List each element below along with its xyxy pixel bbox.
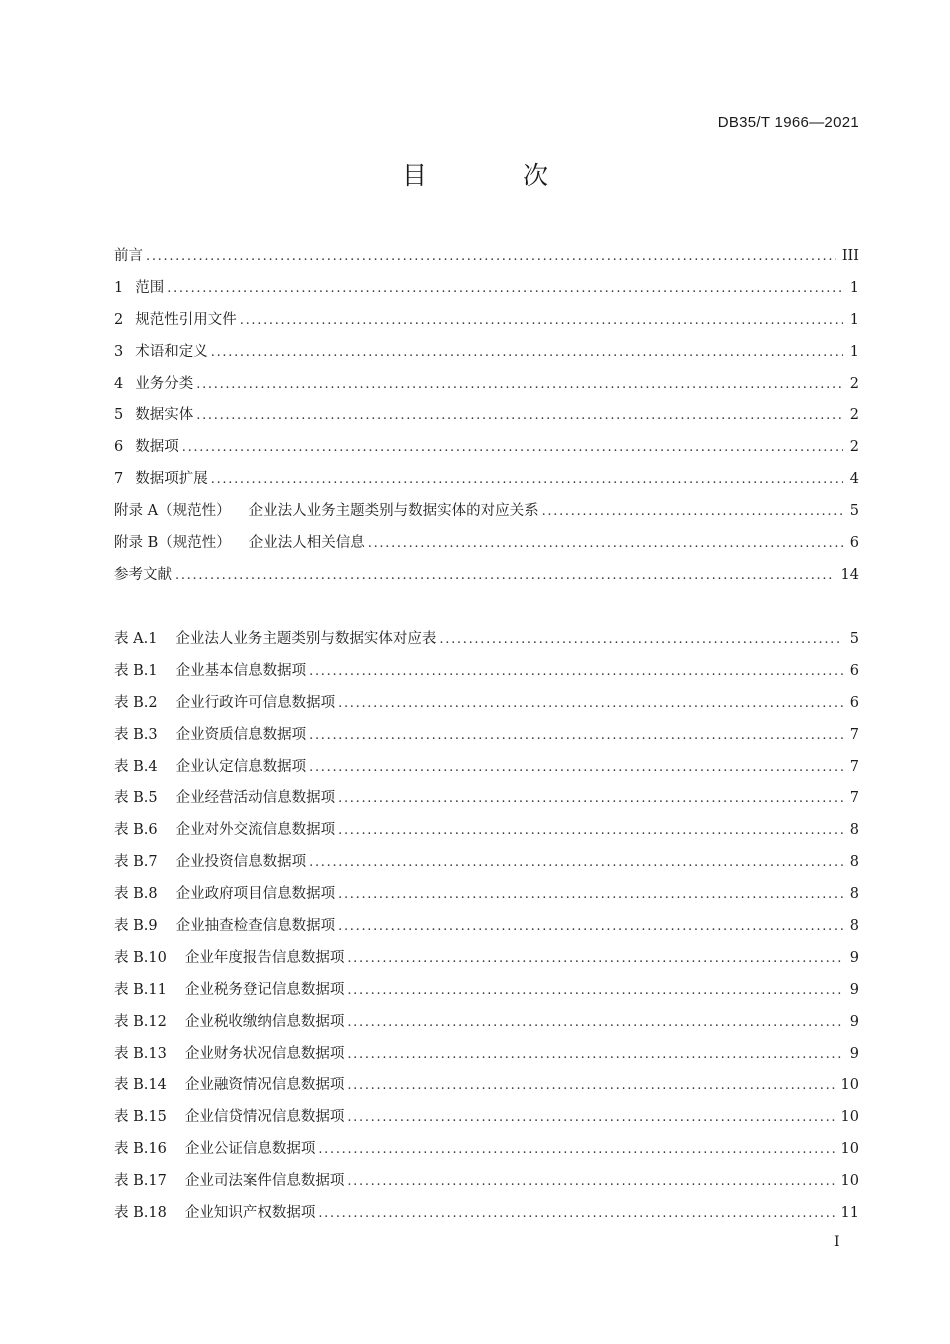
toc-entry-number: 表 B.1: [114, 662, 158, 679]
toc-table-entry[interactable]: [114, 1198, 859, 1230]
toc-entry-number: 5: [114, 407, 124, 424]
dot-leader: [146, 241, 836, 273]
dot-leader: [309, 847, 843, 879]
toc-entry-label: 企业抽查检查信息数据项: [175, 918, 336, 935]
toc-entry[interactable]: [114, 528, 859, 560]
toc-entry-page: 11: [840, 1205, 859, 1222]
toc-entry-number: 表 B.17: [114, 1173, 167, 1190]
dot-leader: [347, 1007, 843, 1039]
toc-entry-label: 数据项扩展: [135, 471, 208, 488]
toc-main-list: [114, 241, 859, 592]
toc-entry-number: 表 B.9: [114, 918, 158, 935]
toc-entry-page: 14: [840, 566, 859, 583]
toc-entry-number: 1: [114, 279, 124, 296]
dot-leader: [318, 1134, 834, 1166]
toc-entry-page: III: [841, 248, 859, 264]
dot-leader: [309, 752, 843, 784]
toc-entry-number: 表 B.14: [114, 1077, 167, 1094]
toc-table-entry[interactable]: [114, 1039, 859, 1071]
toc-entry-number: 附录 A（规范性）: [114, 503, 231, 520]
toc-tables-list: [114, 624, 859, 1230]
toc-entry-page: 9: [849, 1045, 859, 1062]
toc-table-entry[interactable]: [114, 624, 859, 656]
toc-entry-label: 数据项: [135, 439, 179, 456]
toc-entry[interactable]: [114, 464, 859, 496]
toc-entry-label: 企业税务登记信息数据项: [184, 981, 345, 998]
toc-table-entry[interactable]: [114, 1166, 859, 1198]
standard-code: DB35/T 1966—2021: [717, 114, 859, 131]
dot-leader: [196, 400, 843, 432]
dot-leader: [439, 624, 843, 656]
toc-entry-number: 表 B.8: [114, 886, 158, 903]
toc-entry-label: 企业认定信息数据项: [175, 758, 307, 775]
toc-table-entry[interactable]: [114, 752, 859, 784]
toc-entry-label: 数据实体: [135, 407, 194, 424]
toc-entry-page: 4: [849, 471, 859, 488]
toc-entry-page: 1: [849, 311, 859, 328]
toc-entry-label: 企业公证信息数据项: [184, 1141, 316, 1158]
toc-entry-label: 企业资质信息数据项: [175, 726, 307, 743]
toc-entry-label: 企业税收缴纳信息数据项: [184, 1013, 345, 1030]
dot-leader: [347, 943, 843, 975]
toc-entry-number: 3: [114, 343, 124, 360]
toc-entry-label: 规范性引用文件: [135, 311, 237, 328]
dot-leader: [338, 688, 843, 720]
dot-leader: [338, 783, 843, 815]
toc-entry-label: 企业信贷情况信息数据项: [184, 1109, 345, 1126]
page-title: 目 次: [402, 161, 592, 190]
dot-leader: [175, 560, 835, 592]
toc-entry-label: 企业年度报告信息数据项: [184, 949, 345, 966]
dot-leader: [338, 911, 843, 943]
toc-table-entry[interactable]: [114, 847, 859, 879]
page-number: I: [834, 1234, 840, 1250]
dot-leader: [368, 528, 843, 560]
toc-entry-label: 范围: [135, 279, 165, 296]
toc-entry[interactable]: [114, 560, 859, 592]
toc-table-entry[interactable]: [114, 911, 859, 943]
toc-entry-number: 表 B.5: [114, 790, 158, 807]
toc-entry-page: 9: [849, 1013, 859, 1030]
toc-entry-page: 10: [840, 1077, 859, 1094]
toc-entry-label: 企业行政许可信息数据项: [175, 694, 336, 711]
toc-table-entry[interactable]: [114, 879, 859, 911]
toc-entry-number: 表 B.10: [114, 949, 167, 966]
dot-leader: [347, 1039, 843, 1071]
toc-table-entry[interactable]: [114, 1102, 859, 1134]
toc-entry-page: 8: [849, 854, 859, 871]
dot-leader: [347, 1102, 834, 1134]
toc-entry-label: 企业法人相关信息: [248, 535, 365, 552]
toc-entry-number: 附录 B（规范性）: [114, 535, 231, 552]
toc-entry-page: 6: [849, 662, 859, 679]
dot-leader: [338, 879, 843, 911]
toc-entry-label: 术语和定义: [135, 343, 208, 360]
dot-leader: [211, 464, 843, 496]
toc-entry-label: 企业司法案件信息数据项: [184, 1173, 345, 1190]
toc-table-entry[interactable]: [114, 720, 859, 752]
toc-entry-page: 6: [849, 694, 859, 711]
toc-entry[interactable]: [114, 305, 859, 337]
toc-table-entry[interactable]: [114, 1134, 859, 1166]
toc-entry-label: 参考文献: [114, 566, 172, 583]
toc-entry-page: 8: [849, 918, 859, 935]
dot-leader: [240, 305, 843, 337]
toc-entry-label: 业务分类: [135, 375, 194, 392]
toc-entry-label: 企业对外交流信息数据项: [175, 822, 336, 839]
toc-table-entry[interactable]: [114, 656, 859, 688]
toc-entry-label: 企业经营活动信息数据项: [175, 790, 336, 807]
toc-entry-page: 6: [849, 535, 859, 552]
toc-entry-number: 表 B.15: [114, 1109, 167, 1126]
dot-leader: [182, 432, 843, 464]
dot-leader: [167, 273, 843, 305]
toc-entry-number: 表 B.2: [114, 694, 158, 711]
toc-entry-number: 表 B.4: [114, 758, 158, 775]
toc-entry-page: 7: [849, 758, 859, 775]
toc-table-entry[interactable]: [114, 783, 859, 815]
toc-entry[interactable]: [114, 400, 859, 432]
toc-entry-page: 5: [849, 503, 859, 520]
toc-entry-page: 1: [849, 279, 859, 296]
toc-entry-label: 企业投资信息数据项: [175, 854, 307, 871]
toc-entry-page: 2: [849, 439, 859, 456]
dot-leader: [318, 1198, 834, 1230]
toc-entry-number: 表 B.16: [114, 1141, 167, 1158]
toc-entry-page: 2: [849, 375, 859, 392]
toc-entry[interactable]: [114, 273, 859, 305]
toc-entry-page: 7: [849, 726, 859, 743]
toc-entry-label: 企业法人业务主题类别与数据实体的对应关系: [248, 503, 539, 520]
dot-leader: [347, 975, 843, 1007]
toc-entry-number: 表 B.11: [114, 981, 167, 998]
toc-entry-page: 1: [849, 343, 859, 360]
toc-entry-page: 10: [840, 1141, 859, 1158]
toc-entry-page: 7: [849, 790, 859, 807]
toc-table-entry[interactable]: [114, 943, 859, 975]
dot-leader: [542, 496, 843, 528]
dot-leader: [309, 720, 843, 752]
toc-entry-number: 表 B.12: [114, 1013, 167, 1030]
toc-entry-number: 表 A.1: [114, 631, 158, 647]
toc-entry-page: 9: [849, 949, 859, 966]
toc-entry-number: 4: [114, 375, 124, 392]
toc-entry-label: 企业法人业务主题类别与数据实体对应表: [175, 631, 437, 647]
toc-entry-number: 7: [114, 471, 124, 488]
toc-table-entry[interactable]: [114, 975, 859, 1007]
toc-table-entry[interactable]: [114, 1070, 859, 1102]
toc-entry-page: 5: [849, 631, 859, 647]
toc-entry-number: 表 B.3: [114, 726, 158, 743]
toc-table-entry[interactable]: [114, 815, 859, 847]
dot-leader: [347, 1166, 834, 1198]
toc-entry-number: 表 B.13: [114, 1045, 167, 1062]
toc-entry-page: 10: [840, 1109, 859, 1126]
toc-table-entry[interactable]: [114, 688, 859, 720]
toc-entry-number: 表 B.18: [114, 1205, 167, 1222]
toc-entry-label: 企业融资情况信息数据项: [184, 1077, 345, 1094]
toc-entry-label: 企业财务状况信息数据项: [184, 1045, 345, 1062]
dot-leader: [211, 337, 843, 369]
toc-entry[interactable]: [114, 337, 859, 369]
toc-entry[interactable]: [114, 496, 859, 528]
toc-table-entry[interactable]: [114, 1007, 859, 1039]
toc-entry-label: 企业知识产权数据项: [184, 1205, 316, 1222]
toc-entry-label: 企业政府项目信息数据项: [175, 886, 336, 903]
dot-leader: [196, 369, 843, 401]
toc-entry-number: 2: [114, 311, 124, 328]
dot-leader: [347, 1070, 834, 1102]
dot-leader: [338, 815, 843, 847]
toc-entry-page: 9: [849, 981, 859, 998]
toc-entry-number: 表 B.7: [114, 854, 158, 871]
toc-entry-page: 2: [849, 407, 859, 424]
toc-entry[interactable]: [114, 369, 859, 401]
toc-entry-number: 表 B.6: [114, 822, 158, 839]
toc-entry-number: 6: [114, 439, 124, 456]
toc-entry-label: 前言: [114, 248, 143, 264]
dot-leader: [309, 656, 843, 688]
toc-entry-label: 企业基本信息数据项: [175, 662, 307, 679]
toc-entry[interactable]: [114, 241, 859, 273]
toc-entry[interactable]: [114, 432, 859, 464]
toc-entry-page: 10: [840, 1173, 859, 1190]
toc-entry-page: 8: [849, 886, 859, 903]
toc-entry-page: 8: [849, 822, 859, 839]
